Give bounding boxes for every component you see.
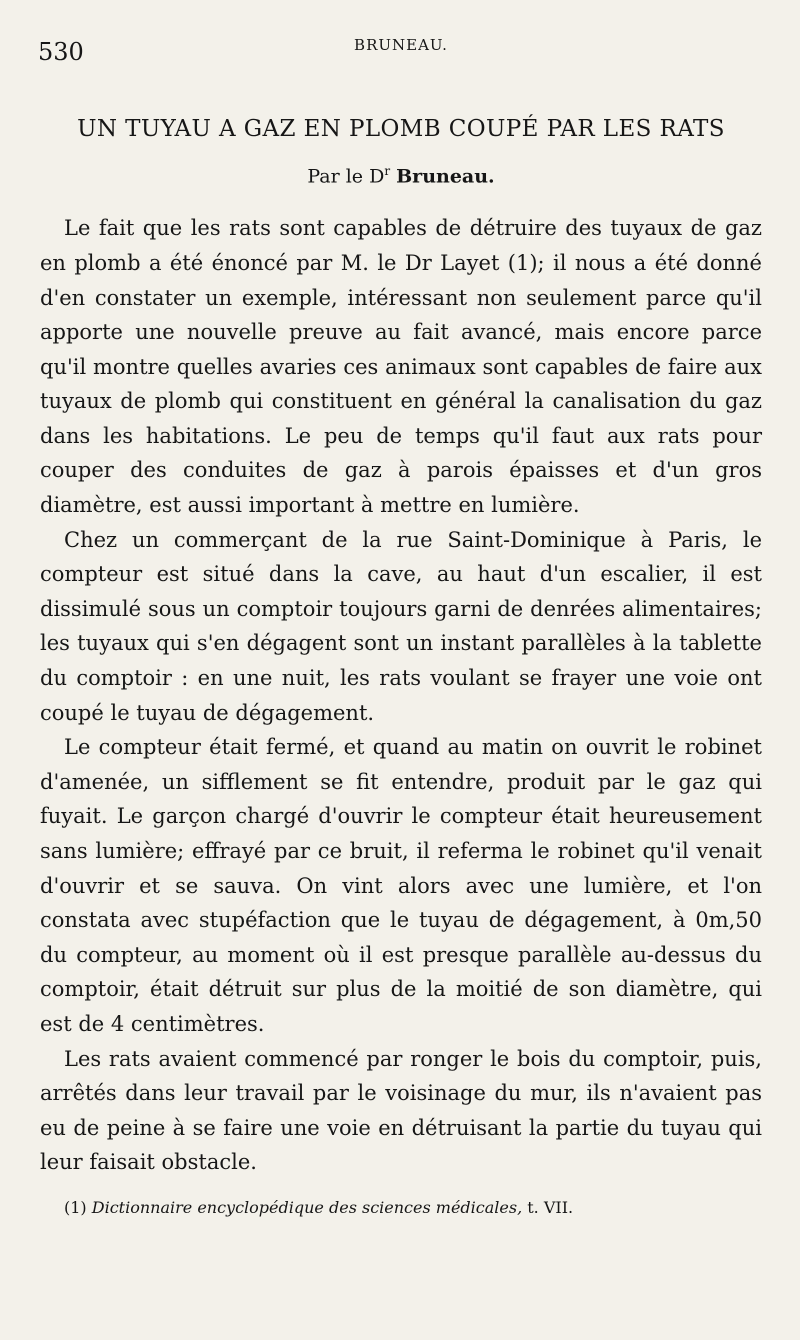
paragraph-2: Chez un commerçant de la rue Saint-Dominique à Paris, le compteur est situé dans la cave, au haut d'un escalier, il est dissimulé sous un comptoir toujours garni de denrées alimentaires; les tuyaux qui s'en dégagent sont un instant parallèles à la tablette du comptoir : en une nuit, les rats voulant se frayer une voie ont coupé le tuyau de dégagement. [40,527,762,725]
footnote-text: Dictionnaire encyclopédique des sciences médicales, [91,1197,523,1217]
byline-sup: r [384,164,391,178]
footnote-marker: (1) [64,1197,87,1217]
article-byline [40,164,762,187]
paragraph-1: Le fait que les rats sont capables de détruire des tuyaux de gaz en plomb a été énoncé par M. le Dr Layet (1); il nous a été donné d'en constater un exemple, intéressant non seulement parce qu'il apporte une nouvelle preuve au fait avancé, mais encore parce qu'il montre quelles avaries ces animaux sont capables de faire aux tuyaux de plomb qui constituent en général la canalisation du gaz dans les habitations. Le peu de temps qu'il faut aux rats pour couper des conduites de gaz à parois épaisses et d'un gros diamètre, est aussi important à mettre en lumière. [40,216,762,518]
footnote [40,1198,762,1217]
byline-prefix: Par le D [307,165,385,188]
paragraph-3: Le compteur était fermé, et quand au matin on ouvrit le robinet d'amenée, un sifflement se fit entendre, produit par le gaz qui fuyait. Le garçon chargé d'ouvrir le compteur était heureusement sans lumière; effrayé par ce bruit, il referma le robinet qu'il venait d'ouvrir et se sauva. On vint alors avec une lumière, et l'on constata avec stupéfaction que le tuyau de dégagement, à 0m,50 du compteur, au moment où il est presque parallèle au-dessus du comptoir, était détruit sur plus de la moitié de son diamètre, qui est de 4 centimètres. [40,735,762,1036]
page-header [40,30,762,70]
article-body [40,211,762,1180]
page-number: 530 [38,38,84,66]
footnote-volume: t. VII. [527,1197,574,1217]
byline-author: Bruneau. [396,165,495,188]
book-page [40,30,762,1217]
article-title: UN TUYAU A GAZ EN PLOMB COUPÉ PAR LES RATS [77,116,725,142]
running-head: BRUNEAU. [354,36,448,54]
paragraph-4: Les rats avaient commencé par ronger le bois du comptoir, puis, arrêtés dans leur travail par le voisinage du mur, ils n'avaient pas eu de peine à se faire une voie en détruisant la partie du tuyau qui leur faisait obstacle. [40,1046,762,1175]
